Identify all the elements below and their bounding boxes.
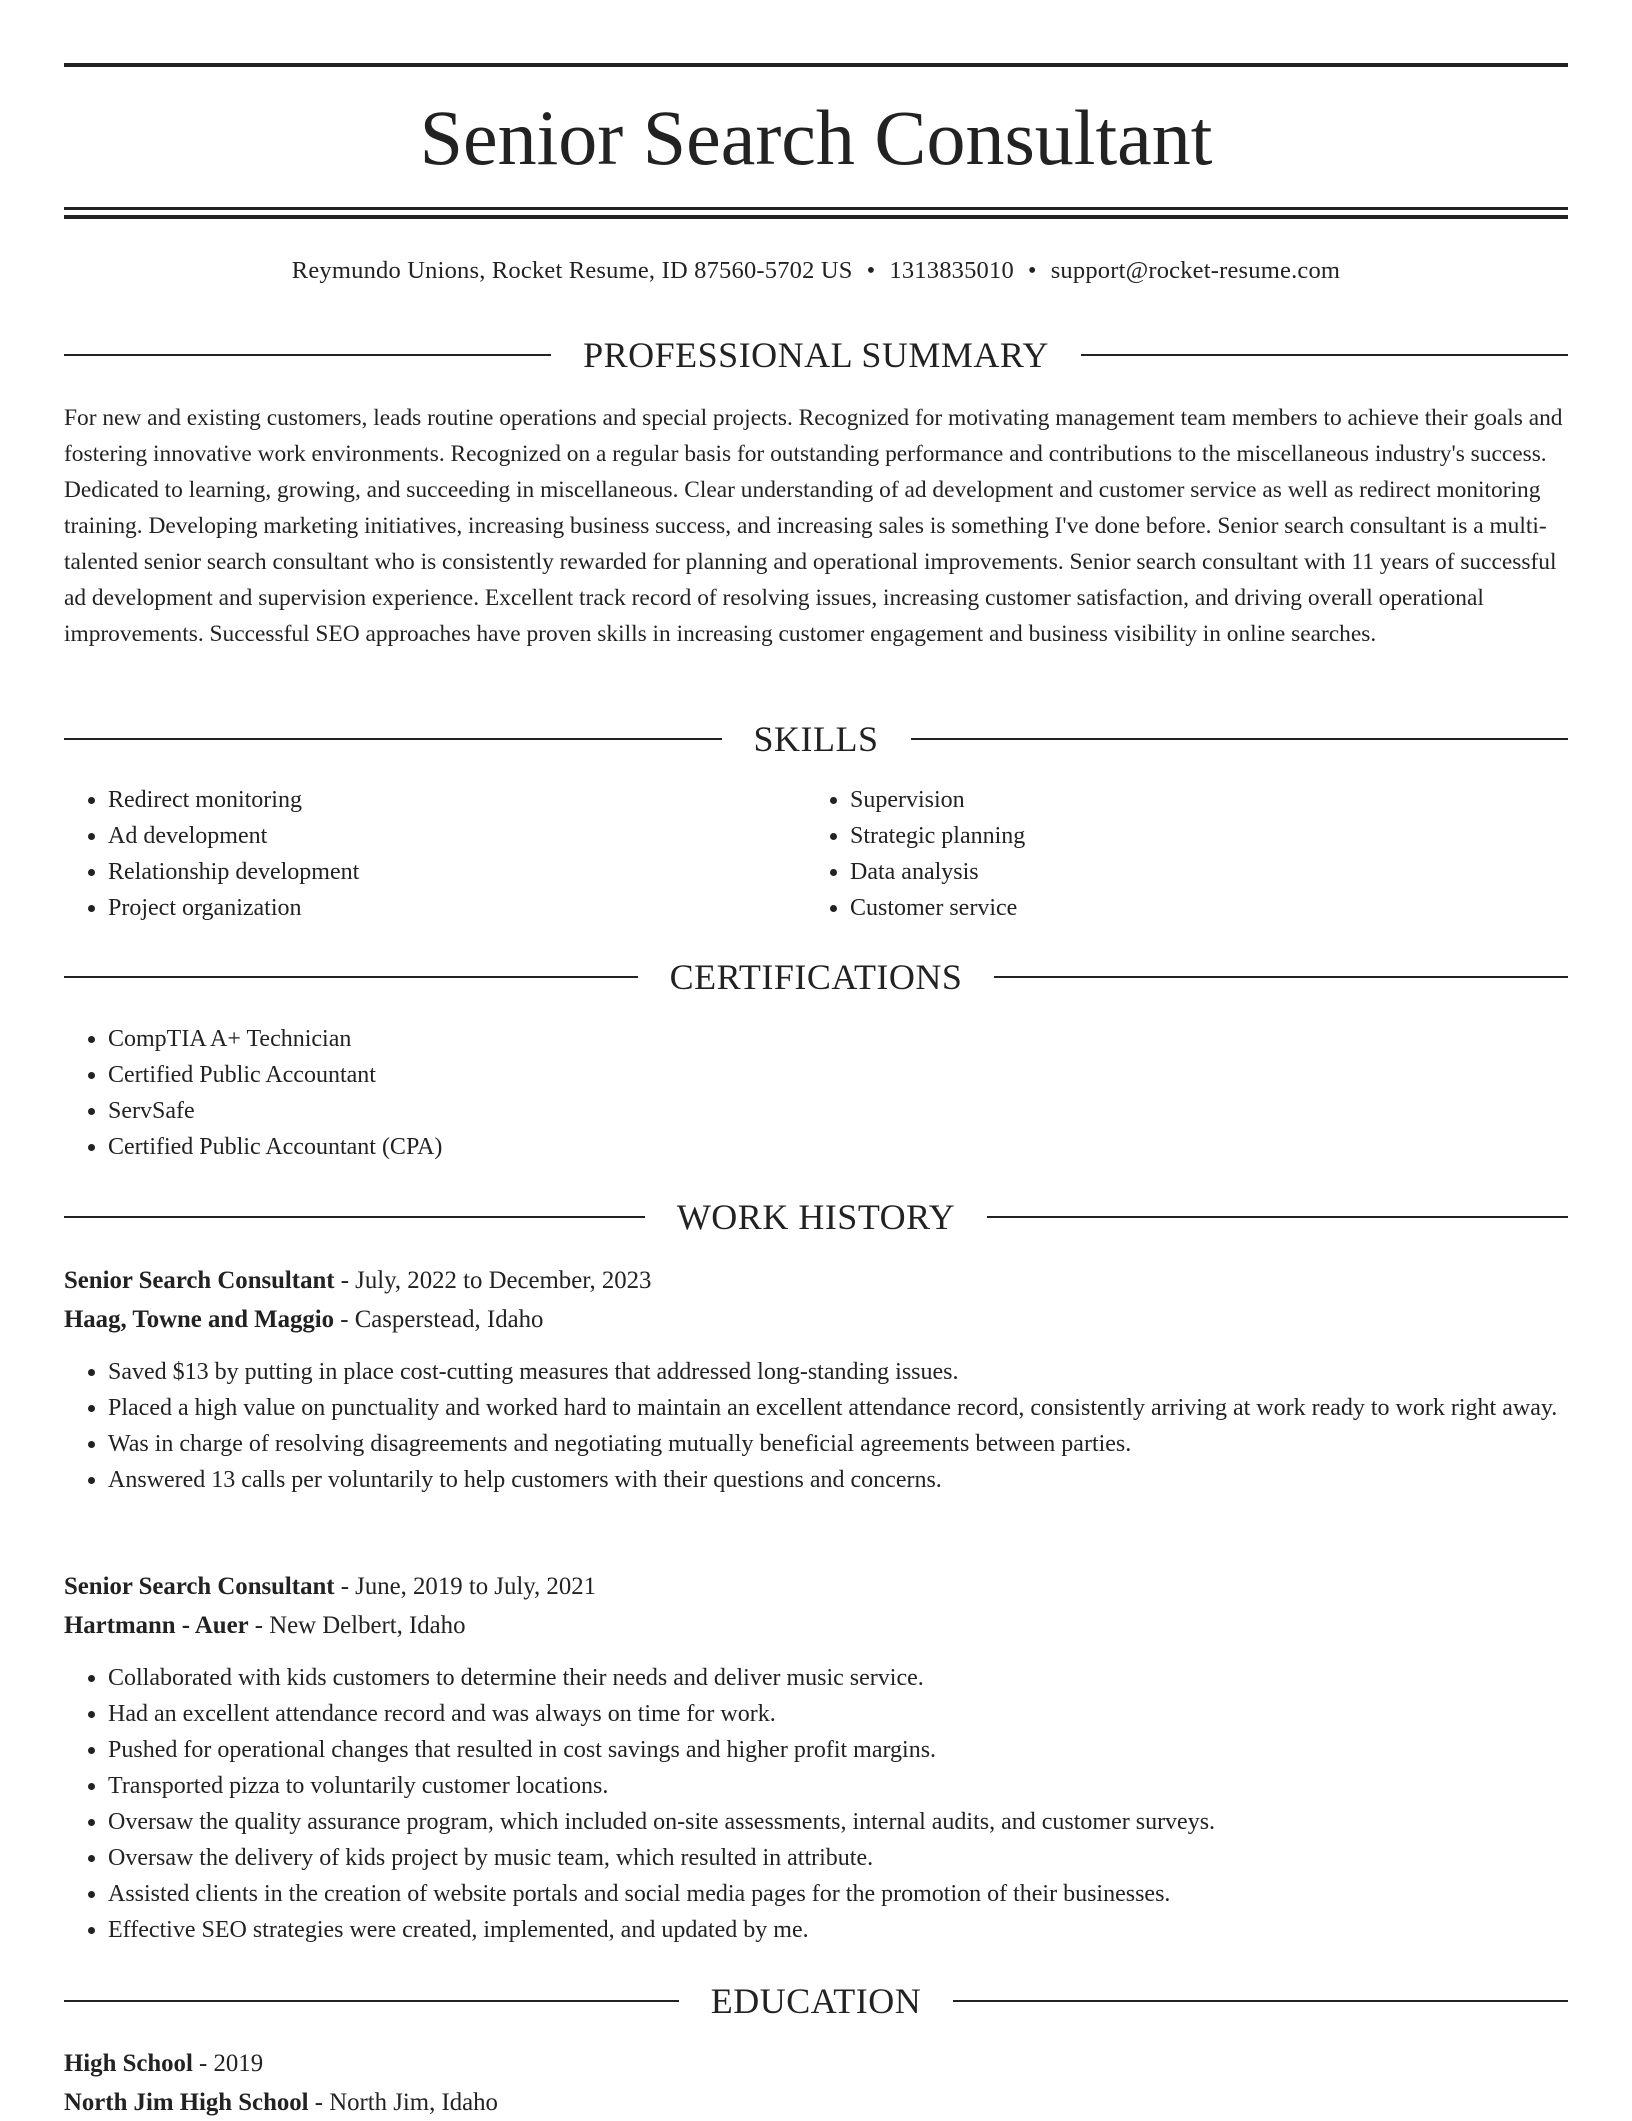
skill-item: • Customer service [850,890,1548,926]
section-header-certifications [64,955,1568,999]
contact-separator: • [866,257,876,284]
job-company-line [64,1608,1568,1644]
education-year: - 2019 [192,2050,264,2077]
job-dates: - June, 2019 to July, 2021 [334,1573,597,1600]
job-location: - New Delbert, Idaho [248,1612,466,1639]
job-title-line [64,1569,1568,1605]
skills-column-left [64,782,806,926]
certification-item: • Certified Public Accountant [108,1057,1568,1093]
job-duty-item: • Effective SEO strategies were created, implemented, and updated by me. [108,1912,1568,1948]
skill-item: • Strategic planning [850,818,1548,854]
section-header-work-history [64,1195,1568,1239]
certification-item: • Certified Public Accountant (CPA) [108,1129,1568,1165]
divider-line [953,2000,1568,2002]
contact-email: support@rocket-resume.com [1050,257,1341,284]
divider-line [911,738,1569,740]
job-company: Hartmann - Auer [64,1612,249,1639]
education-school-line [64,2085,1568,2121]
resume-title: Senior Search Consultant [419,94,1213,181]
education-degree: High School [64,2050,193,2077]
job-entry [64,1263,1568,1498]
divider-line [64,1216,645,1218]
section-title: WORK HISTORY [676,1197,956,1237]
divider-line [987,1216,1568,1218]
skills-list [64,782,1568,926]
divider-line [64,738,722,740]
job-duty-item: • Oversaw the quality assurance program, which included on-site assessments, internal audits, and customer surveys. [108,1804,1568,1840]
job-location: - Casperstead, Idaho [334,1306,544,1333]
certification-item: • CompTIA A+ Technician [108,1021,1568,1057]
section-header-skills [64,717,1568,761]
job-company: Haag, Towne and Maggio [64,1306,335,1333]
job-company-line [64,1302,1568,1338]
job-duty-item: • Transported pizza to voluntarily customer locations. [108,1768,1568,1804]
skill-item: • Redirect monitoring [108,782,806,818]
job-duty-item: • Assisted clients in the creation of website portals and social media pages for the promotion of their businesses. [108,1876,1568,1912]
skills-column-right [806,782,1548,926]
job-duty-item: • Collaborated with kids customers to determine their needs and deliver music service. [108,1660,1568,1696]
job-duties [64,1354,1568,1498]
contact-line [64,253,1568,289]
divider-line [994,976,1568,978]
contact-phone: 1313835010 [889,257,1014,284]
certifications-list [64,1021,1568,1165]
section-title: PROFESSIONAL SUMMARY [583,335,1049,375]
divider-line [64,354,551,356]
education-entry [64,2046,1568,2121]
contact-separator: • [1027,257,1037,284]
job-title-line [64,1263,1568,1299]
section-title: SKILLS [753,719,879,759]
section-header-education [64,1979,1568,2023]
job-duty-item: • Was in charge of resolving disagreements and negotiating mutually beneficial agreements between parties. [108,1426,1568,1462]
job-title: Senior Search Consultant [64,1267,335,1294]
divider-line [1081,354,1568,356]
skill-item: • Data analysis [850,854,1548,890]
job-duty-item: • Placed a high value on punctuality and worked hard to maintain an excellent attendance record, consistently arriving at work ready to work right away. [108,1390,1568,1426]
divider-line [64,2000,679,2002]
certification-item: • ServSafe [108,1093,1568,1129]
summary-text: For new and existing customers, leads routine operations and special projects. Recognized for motivating management team members to achieve their goals and fostering innovative work environments. Recognized on a regular basis for outstanding performance and contributions to the miscellaneous industry's success. Dedicated to learning, growing, and succeeding in miscellaneous. Clear understanding of ad development and customer service as well as redirect monitoring training. Developing marketing initiatives, increasing business success, and increasing sales is something I've done before. Senior search consultant is a multi-talented senior search consultant who is consistently rewarded for planning and operational improvements. Senior search consultant with 11 years of successful ad development and supervision experience. Excellent track record of resolving issues, increasing customer satisfaction, and driving overall operational improvements. Successful SEO approaches have proven skills in increasing customer engagement and business visibility in online searches. [64,405,1563,647]
section-title: EDUCATION [710,1981,922,2021]
skill-item: • Relationship development [108,854,806,890]
job-duty-item: • Oversaw the delivery of kids project by music team, which resulted in attribute. [108,1840,1568,1876]
skill-item: • Supervision [850,782,1548,818]
top-rule [64,63,1568,67]
divider-line [64,976,638,978]
education-school: North Jim High School [64,2089,309,2116]
job-dates: - July, 2022 to December, 2023 [334,1267,652,1294]
title-double-rule [64,207,1568,219]
education-degree-line [64,2046,1568,2082]
job-duty-item: • Had an excellent attendance record and was always on time for work. [108,1696,1568,1732]
job-duty-item: • Saved $13 by putting in place cost-cutting measures that addressed long-standing issues. [108,1354,1568,1390]
skill-item: • Project organization [108,890,806,926]
skill-item: • Ad development [108,818,806,854]
job-duty-item: • Answered 13 calls per voluntarily to help customers with their questions and concerns. [108,1462,1568,1498]
job-title: Senior Search Consultant [64,1573,335,1600]
education-location: - North Jim, Idaho [308,2089,498,2116]
job-duties [64,1660,1568,1948]
job-duty-item: • Pushed for operational changes that resulted in cost savings and higher profit margins. [108,1732,1568,1768]
job-entry [64,1569,1568,1948]
contact-address: Reymundo Unions, Rocket Resume, ID 87560-5702 US [291,257,853,284]
section-header-summary [64,333,1568,377]
section-title: CERTIFICATIONS [669,957,963,997]
